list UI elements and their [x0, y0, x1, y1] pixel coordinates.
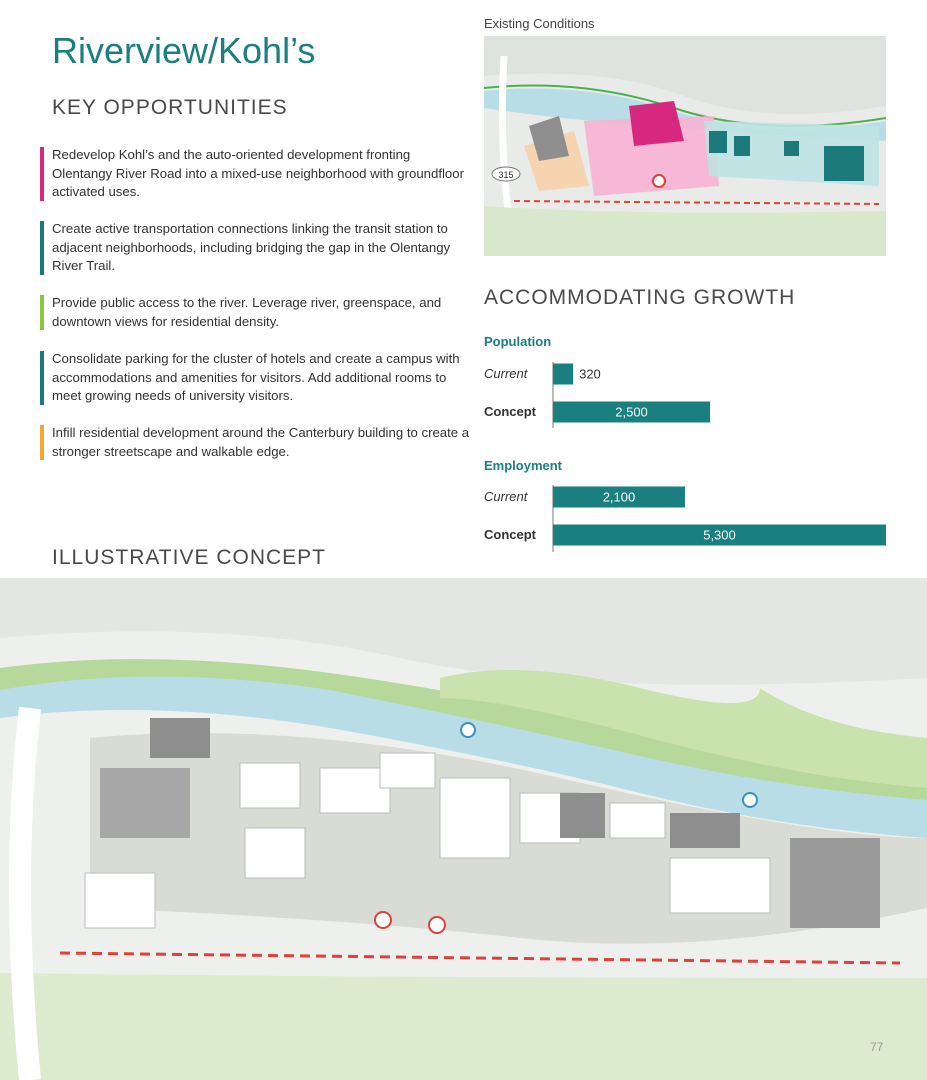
chart-bar	[553, 364, 573, 385]
concept-building	[240, 763, 300, 808]
growth-chart	[484, 330, 894, 560]
opportunity-item	[40, 424, 472, 461]
opportunity-color-bar	[40, 147, 44, 201]
concept-transit-station-icon	[429, 917, 445, 933]
chart-category-label: Current	[484, 366, 528, 381]
concept-transit-station-icon	[375, 912, 391, 928]
page-number: 77	[870, 1040, 884, 1054]
concept-building	[85, 873, 155, 928]
existing-conditions-label: Existing Conditions	[484, 16, 595, 31]
page-title: Riverview/Kohl’s	[52, 30, 316, 71]
concept-building	[790, 838, 880, 928]
opportunity-item	[40, 294, 472, 331]
chart-data-label: 5,300	[703, 527, 736, 543]
opportunity-text: Provide public access to the river. Leverage river, greenspace, and downtown views for residential density.	[52, 295, 442, 329]
concept-building	[670, 858, 770, 913]
concept-building	[610, 803, 665, 838]
opportunity-text: Consolidate parking for the cluster of hotels and create a campus with accommodations and amenities for visitors. Add additional rooms to meet growing needs of university visitors.	[52, 351, 460, 403]
concept-building	[670, 813, 740, 848]
hotel-building	[824, 146, 864, 181]
concept-building	[380, 753, 435, 788]
opportunity-item	[40, 146, 472, 202]
concept-building	[560, 793, 605, 838]
chart-category-label: Concept	[484, 404, 536, 419]
concept-building	[440, 778, 510, 858]
opportunity-color-bar	[40, 351, 44, 405]
existing-conditions-map	[484, 36, 886, 256]
hotel-building	[709, 131, 727, 153]
opportunity-text: Redevelop Kohl’s and the auto-oriented development fronting Olentangy River Road into a mixed-use neighborhood with groundfloor activated uses.	[52, 147, 464, 199]
opportunity-text: Infill residential development around the Canterbury building to create a stronger streetscape and walkable edge.	[52, 425, 470, 459]
opportunity-color-bar	[40, 221, 44, 275]
chart-group-label: Employment	[484, 458, 563, 473]
chart-category-label: Concept	[484, 527, 536, 542]
transit-station-icon	[653, 175, 665, 187]
illustrative-concept-heading: ILLUSTRATIVE CONCEPT	[52, 546, 326, 569]
chart-category-label: Current	[484, 489, 528, 504]
hotel-building	[784, 141, 799, 156]
opportunity-item	[40, 220, 472, 276]
opportunity-color-bar	[40, 425, 44, 460]
chart-data-label: 2,100	[602, 489, 636, 505]
greenspace-area	[484, 206, 886, 256]
chart-data-label: 320	[579, 366, 601, 382]
opportunity-text: Create active transportation connections linking the transit station to adjacent neighborhoods, including bridging the gap in the Olentangy River Trail.	[52, 221, 451, 273]
concept-trail-icon	[743, 793, 757, 807]
accommodating-growth-heading: ACCOMMODATING GROWTH	[484, 286, 796, 309]
concept-building	[100, 768, 190, 838]
concept-building	[245, 828, 305, 878]
chart-group-label: Population	[484, 334, 552, 349]
opportunity-item	[40, 350, 472, 406]
concept-building	[150, 718, 210, 758]
opportunity-color-bar	[40, 295, 44, 330]
route-label: 315	[498, 170, 514, 180]
chart-data-label: 2,500	[615, 404, 648, 420]
concept-trail-icon	[461, 723, 475, 737]
concept-highway	[20, 708, 30, 1080]
illustrative-concept-map	[0, 578, 927, 1080]
hotel-building	[734, 136, 750, 156]
concept-greenspace	[0, 973, 927, 1080]
key-opportunities-heading: KEY OPPORTUNITIES	[52, 96, 288, 119]
